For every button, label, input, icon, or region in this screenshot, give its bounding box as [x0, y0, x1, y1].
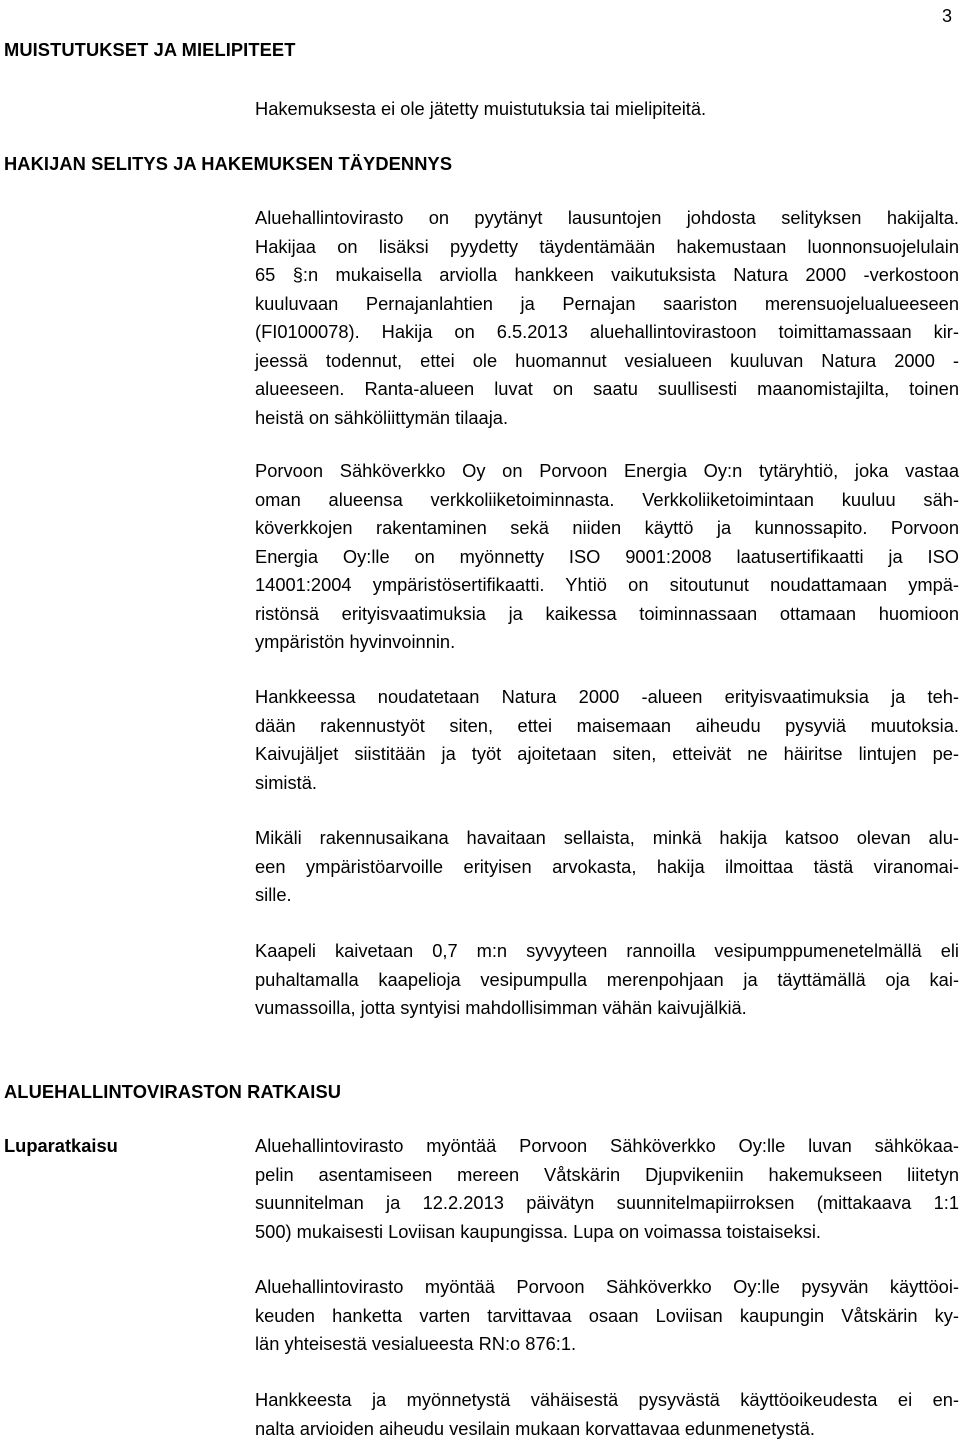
text-line: län yhteisestä vesialueesta RN:o 876:1.: [255, 1330, 959, 1359]
text-line: Porvoon Sähköverkko Oy on Porvoon Energia Oy:n tytäryhtiö, joka vastaa: [255, 457, 959, 486]
text-line: Kaapeli kaivetaan 0,7 m:n syvyyteen rannoilla vesipumppumenetelmällä eli: [255, 937, 959, 966]
text-line: Hankkeesta ja myönnetystä vähäisestä pysyvästä käyttöoikeudesta ei en-: [255, 1386, 959, 1415]
text-line: Kaivujäljet siistitään ja työt ajoitetaan siten, etteivät ne häiritse lintujen pe-: [255, 740, 959, 769]
text-line: Hankkeessa noudatetaan Natura 2000 -alueen erityisvaatimuksia ja teh-: [255, 683, 959, 712]
text-line: nalta arvioiden aiheudu vesilain mukaan korvattavaa edunmenetystä.: [255, 1415, 959, 1443]
ratkaisu-paragraph-1: [255, 1132, 959, 1246]
text-line: keuden hanketta varten tarvittavaa osaan Loviisan kaupungin Våtskärin ky-: [255, 1302, 959, 1331]
text-line: (FI0100078). Hakija on 6.5.2013 aluehallintovirastoon toimittamassaan kir-: [255, 318, 959, 347]
text-line: dään rakennustyöt siten, ettei maisemaan aiheudu pysyviä muutoksia.: [255, 712, 959, 741]
text-line: Hakemuksesta ei ole jätetty muistutuksia tai mielipiteitä.: [255, 95, 959, 124]
text-line: 14001:2004 ympäristösertifikaatti. Yhtiö on sitoutunut noudattamaan ympä-: [255, 571, 959, 600]
text-line: Energia Oy:lle on myönnetty ISO 9001:2008 laatusertifikaatti ja ISO: [255, 543, 959, 572]
text-line: ristönsä erityisvaatimuksia ja kaikessa toiminnassaan ottamaan huomioon: [255, 600, 959, 629]
text-line: ympäristön hyvinvoinnin.: [255, 628, 959, 657]
text-line: een ympäristöarvoille erityisen arvokasta, hakija ilmoittaa tästä viranomai-: [255, 853, 959, 882]
text-line: jeessä todennut, ettei ole huomannut vesialueen kuuluvan Natura 2000 -: [255, 347, 959, 376]
page-number: 3: [942, 2, 952, 31]
text-line: 500) mukaisesti Loviisan kaupungissa. Lupa on voimassa toistaiseksi.: [255, 1218, 959, 1247]
side-label-luparatkaisu: Luparatkaisu: [4, 1132, 118, 1161]
ratkaisu-paragraph-3: [255, 1386, 959, 1443]
text-line: oman alueensa verkkoliiketoiminnasta. Verkkoliiketoimintaan kuuluu säh-: [255, 486, 959, 515]
text-line: köverkkojen rakentaminen sekä niiden käyttö ja kunnossapito. Porvoon: [255, 514, 959, 543]
text-line: simistä.: [255, 769, 959, 798]
text-line: Hakijaa on lisäksi pyydetty täydentämään hakemustaan luonnonsuojelulain: [255, 233, 959, 262]
text-line: Mikäli rakennusaikana havaitaan sellaista, minkä hakija katsoo olevan alu-: [255, 824, 959, 853]
selitys-paragraph-5: [255, 937, 959, 1023]
selitys-paragraph-1: [255, 204, 959, 432]
text-line: heistä on sähköliittymän tilaaja.: [255, 404, 959, 433]
text-line: Aluehallintovirasto myöntää Porvoon Sähköverkko Oy:lle pysyvän käyttöoi-: [255, 1273, 959, 1302]
text-line: 65 §:n mukaisella arviolla hankkeen vaikutuksista Natura 2000 -verkostoon: [255, 261, 959, 290]
text-line: vumassoilla, jotta syntyisi mahdollisimman vähän kaivujälkiä.: [255, 994, 959, 1023]
text-line: pelin asentamiseen mereen Våtskärin Djupvikeniin hakemukseen liitetyn: [255, 1161, 959, 1190]
selitys-paragraph-2: [255, 457, 959, 657]
text-line: alueeseen. Ranta-alueen luvat on saatu suullisesti maanomistajilta, toinen: [255, 375, 959, 404]
text-line: puhaltamalla kaapelioja vesipumpulla merenpohjaan ja täyttämällä oja kai-: [255, 966, 959, 995]
text-line: kuuluvaan Pernajanlahtien ja Pernajan saariston merensuojelualueeseen: [255, 290, 959, 319]
section-heading-selitys: HAKIJAN SELITYS JA HAKEMUKSEN TÄYDENNYS: [4, 150, 452, 179]
text-line: sille.: [255, 881, 959, 910]
text-line: suunnitelman ja 12.2.2013 päivätyn suunnitelmapiirroksen (mittakaava 1:1: [255, 1189, 959, 1218]
selitys-paragraph-4: [255, 824, 959, 910]
text-line: Aluehallintovirasto myöntää Porvoon Sähköverkko Oy:lle luvan sähkökaa-: [255, 1132, 959, 1161]
muistutukset-text: [255, 95, 959, 124]
ratkaisu-paragraph-2: [255, 1273, 959, 1359]
selitys-paragraph-3: [255, 683, 959, 797]
text-line: Aluehallintovirasto on pyytänyt lausuntojen johdosta selityksen hakijalta.: [255, 204, 959, 233]
section-heading-muistutukset: MUISTUTUKSET JA MIELIPITEET: [4, 36, 296, 65]
section-heading-ratkaisu: ALUEHALLINTOVIRASTON RATKAISU: [4, 1078, 341, 1107]
